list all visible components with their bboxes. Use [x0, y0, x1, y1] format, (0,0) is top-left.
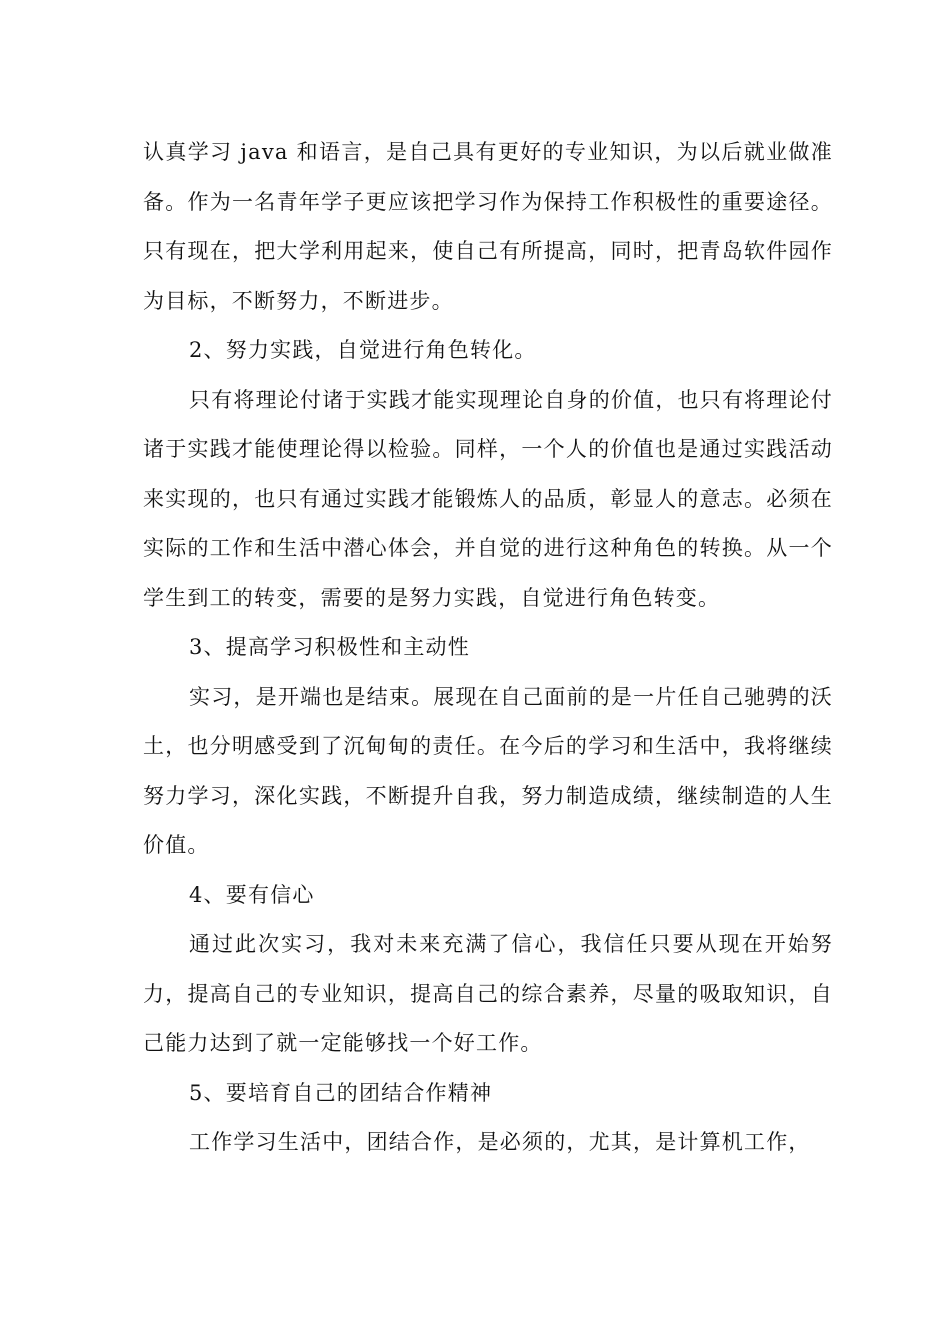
body-paragraph: 认真学习 java 和语言，是自己具有更好的专业知识，为以后就业做准备。作为一名青年学子更应该把学习作为保持工作积极性的重要途径。只有现在，把大学利用起来，使自己有所提高，同时，把青岛软件园作为目标，不断努力，不断进步。: [143, 140, 833, 313]
document-body: [143, 128, 833, 1168]
body-paragraph: 实习，是开端也是结束。展现在自己面前的是一片任自己驰骋的沃土，也分明感受到了沉甸甸的责任。在今后的学习和生活中，我将继续努力学习，深化实践，不断提升自我，努力制造成绩，继续制造的人生价值。: [143, 684, 833, 857]
section-heading: 2、努力实践，自觉进行角色转化。: [189, 338, 537, 362]
body-paragraph: 只有将理论付诸于实践才能实现理论自身的价值，也只有将理论付诸于实践才能使理论得以检验。同样，一个人的价值也是通过实践活动来实现的，也只有通过实践才能锻炼人的品质，彰显人的意志。必须在实际的工作和生活中潜心体会，并自觉的进行这种角色的转换。从一个学生到工的转变，需要的是努力实践，自觉进行角色转变。: [143, 387, 833, 610]
body-paragraph: 工作学习生活中，团结合作，是必须的，尤其，是计算机工作，: [189, 1130, 811, 1154]
section-heading: 4、要有信心: [189, 882, 315, 907]
section-heading: 5、要培育自己的团结合作精神: [189, 1080, 493, 1105]
body-paragraph: 通过此次实习，我对未来充满了信心，我信任只要从现在开始努力，提高自己的专业知识，提高自己的综合素养，尽量的吸取知识，自己能力达到了就一定能够找一个好工作。: [143, 932, 833, 1055]
section-heading: 3、提高学习积极性和主动性: [189, 635, 470, 659]
